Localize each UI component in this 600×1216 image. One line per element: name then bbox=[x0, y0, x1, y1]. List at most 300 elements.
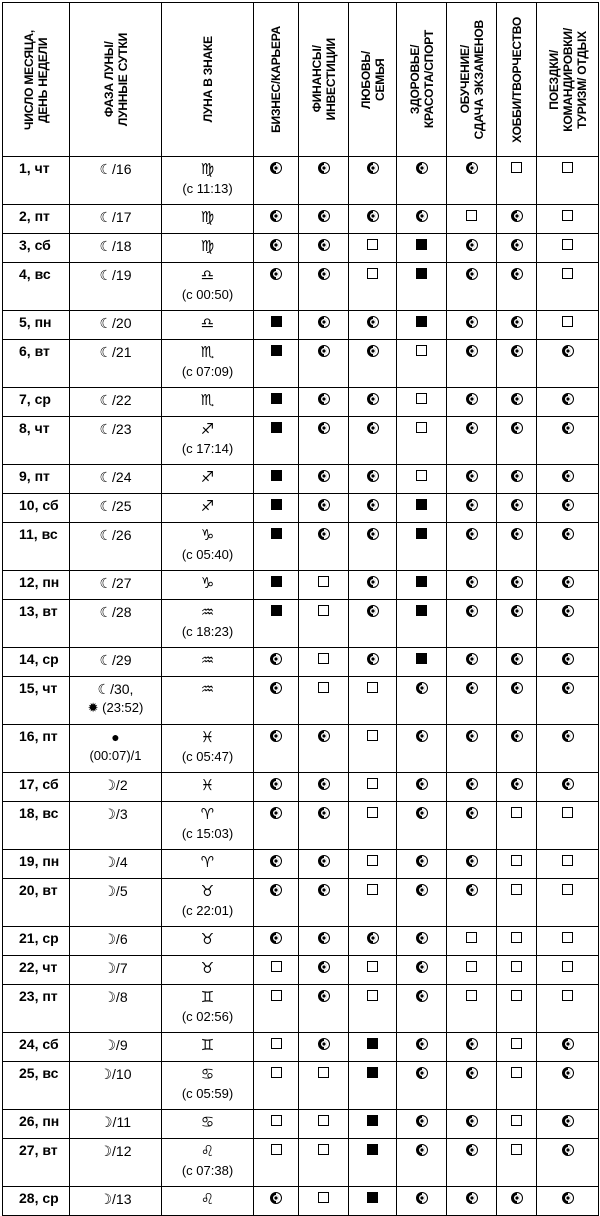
yin-yang-icon bbox=[466, 884, 478, 896]
column-header-label: БИЗНЕС/КАРЬЕРА bbox=[269, 26, 283, 133]
table-row bbox=[3, 725, 599, 773]
yin-yang-icon bbox=[270, 855, 282, 867]
yin-yang-icon bbox=[318, 528, 330, 540]
empty-square-icon bbox=[318, 1115, 329, 1126]
empty-square-icon bbox=[511, 932, 522, 943]
day-cell: 22, чт bbox=[3, 956, 70, 985]
zodiac-sign-icon: ♌ bbox=[200, 1191, 215, 1208]
moon-phase-cell bbox=[70, 1187, 162, 1216]
moon-phase-cell bbox=[70, 648, 162, 677]
table-row bbox=[3, 1110, 599, 1139]
rating-cell bbox=[254, 956, 299, 985]
yin-yang-icon bbox=[562, 778, 574, 790]
day-cell: 7, ср bbox=[3, 388, 70, 417]
empty-square-icon bbox=[416, 470, 427, 481]
rating-cell bbox=[497, 773, 537, 802]
yin-yang-icon bbox=[318, 1038, 330, 1050]
yin-yang-icon bbox=[511, 1192, 523, 1204]
yin-yang-icon bbox=[511, 605, 523, 617]
moon-phase-cell bbox=[70, 234, 162, 263]
zodiac-sign-icon: ♒ bbox=[200, 681, 215, 698]
moon-phase-cell bbox=[70, 494, 162, 523]
moon-phase-cell bbox=[70, 417, 162, 465]
zodiac-sign-cell bbox=[162, 927, 254, 956]
zodiac-sign-icon: ♓ bbox=[200, 777, 215, 794]
moon-phase-cell bbox=[70, 600, 162, 648]
moon-phase-cell bbox=[70, 956, 162, 985]
zodiac-sign-since: (с 11:13) bbox=[182, 181, 233, 196]
moon-phase-cell bbox=[70, 465, 162, 494]
yin-yang-icon bbox=[562, 1192, 574, 1204]
empty-square-icon bbox=[367, 682, 378, 693]
yin-yang-icon bbox=[466, 422, 478, 434]
rating-cell bbox=[447, 234, 497, 263]
filled-square-icon bbox=[416, 268, 427, 279]
table-row bbox=[3, 263, 599, 311]
rating-cell bbox=[299, 494, 349, 523]
rating-cell bbox=[537, 465, 599, 494]
zodiac-sign-cell bbox=[162, 1139, 254, 1187]
moon-phase-icon: ☽/10 bbox=[99, 1066, 132, 1082]
rating-cell bbox=[349, 263, 397, 311]
yin-yang-icon bbox=[318, 422, 330, 434]
rating-cell bbox=[447, 417, 497, 465]
moon-phase-icon: ☾/30, bbox=[97, 681, 134, 697]
zodiac-sign-since: (с 07:09) bbox=[181, 364, 234, 379]
rating-cell bbox=[299, 1187, 349, 1216]
moon-phase-time: ✹ (23:52) bbox=[87, 700, 144, 715]
day-cell: 14, ср bbox=[3, 648, 70, 677]
day-cell: 21, ср bbox=[3, 927, 70, 956]
rating-cell bbox=[349, 417, 397, 465]
yin-yang-icon bbox=[416, 730, 428, 742]
yin-yang-icon bbox=[466, 855, 478, 867]
moon-phase-icon: ☾/16 bbox=[99, 161, 132, 177]
yin-yang-icon bbox=[416, 855, 428, 867]
filled-square-icon bbox=[271, 528, 282, 539]
rating-cell bbox=[397, 263, 447, 311]
moon-phase-cell bbox=[70, 388, 162, 417]
rating-cell bbox=[299, 157, 349, 205]
zodiac-sign-icon: ♑ bbox=[200, 527, 215, 544]
rating-cell bbox=[447, 205, 497, 234]
yin-yang-icon bbox=[318, 239, 330, 251]
rating-cell bbox=[254, 263, 299, 311]
rating-cell bbox=[254, 927, 299, 956]
zodiac-sign-cell bbox=[162, 1187, 254, 1216]
zodiac-sign-cell bbox=[162, 648, 254, 677]
yin-yang-icon bbox=[416, 1192, 428, 1204]
empty-square-icon bbox=[562, 990, 573, 1001]
zodiac-sign-cell bbox=[162, 571, 254, 600]
rating-cell bbox=[397, 600, 447, 648]
rating-cell bbox=[447, 956, 497, 985]
yin-yang-icon bbox=[466, 730, 478, 742]
day-cell: 11, вс bbox=[3, 523, 70, 571]
table-row bbox=[3, 879, 599, 927]
rating-cell bbox=[397, 677, 447, 725]
rating-cell bbox=[254, 1033, 299, 1062]
rating-cell bbox=[397, 879, 447, 927]
day-cell: 24, сб bbox=[3, 1033, 70, 1062]
rating-cell bbox=[349, 648, 397, 677]
yin-yang-icon bbox=[318, 778, 330, 790]
rating-cell bbox=[254, 234, 299, 263]
empty-square-icon bbox=[511, 855, 522, 866]
header-row bbox=[3, 3, 599, 157]
moon-phase-icon: ☾/29 bbox=[99, 652, 132, 668]
rating-cell bbox=[254, 850, 299, 879]
zodiac-sign-icon: ♑ bbox=[200, 575, 215, 592]
zodiac-sign-cell bbox=[162, 417, 254, 465]
yin-yang-icon bbox=[318, 961, 330, 973]
yin-yang-icon bbox=[511, 316, 523, 328]
rating-cell bbox=[397, 648, 447, 677]
yin-yang-icon bbox=[367, 932, 379, 944]
empty-square-icon bbox=[511, 1115, 522, 1126]
zodiac-sign-cell bbox=[162, 879, 254, 927]
column-header-label: ФИНАНСЫ/ ИНВЕСТИЦИИ bbox=[309, 38, 338, 121]
yin-yang-icon bbox=[562, 1067, 574, 1079]
yin-yang-icon bbox=[511, 682, 523, 694]
table-row bbox=[3, 205, 599, 234]
rating-cell bbox=[497, 157, 537, 205]
empty-square-icon bbox=[466, 210, 477, 221]
zodiac-sign-icon: ♐ bbox=[200, 498, 215, 515]
empty-square-icon bbox=[562, 932, 573, 943]
rating-cell bbox=[537, 311, 599, 340]
empty-square-icon bbox=[511, 1038, 522, 1049]
rating-cell bbox=[537, 985, 599, 1033]
rating-cell bbox=[254, 879, 299, 927]
yin-yang-icon bbox=[367, 605, 379, 617]
rating-cell bbox=[349, 725, 397, 773]
empty-square-icon bbox=[367, 268, 378, 279]
rating-cell bbox=[447, 523, 497, 571]
zodiac-sign-icon: ♉ bbox=[200, 960, 215, 977]
rating-cell bbox=[299, 1110, 349, 1139]
rating-cell bbox=[299, 417, 349, 465]
yin-yang-icon bbox=[416, 990, 428, 1002]
rating-cell bbox=[447, 725, 497, 773]
yin-yang-icon bbox=[562, 345, 574, 357]
rating-cell bbox=[397, 956, 447, 985]
moon-phase-icon: ☽/11 bbox=[100, 1114, 131, 1130]
rating-cell bbox=[537, 600, 599, 648]
day-cell: 13, вт bbox=[3, 600, 70, 648]
yin-yang-icon bbox=[318, 499, 330, 511]
rating-cell bbox=[349, 1062, 397, 1110]
yin-yang-icon bbox=[367, 499, 379, 511]
yin-yang-icon bbox=[466, 653, 478, 665]
filled-square-icon bbox=[367, 1038, 378, 1049]
rating-cell bbox=[397, 773, 447, 802]
rating-cell bbox=[537, 388, 599, 417]
moon-phase-icon: ● bbox=[111, 729, 120, 745]
filled-square-icon bbox=[271, 316, 282, 327]
yin-yang-icon bbox=[318, 730, 330, 742]
yin-yang-icon bbox=[511, 653, 523, 665]
yin-yang-icon bbox=[318, 210, 330, 222]
moon-phase-icon: ☾/27 bbox=[99, 575, 132, 591]
moon-phase-icon: ☽/2 bbox=[103, 777, 128, 793]
yin-yang-icon bbox=[318, 807, 330, 819]
empty-square-icon bbox=[466, 990, 477, 1001]
rating-cell bbox=[299, 725, 349, 773]
rating-cell bbox=[254, 725, 299, 773]
yin-yang-icon bbox=[270, 932, 282, 944]
yin-yang-icon bbox=[416, 682, 428, 694]
rating-cell bbox=[349, 523, 397, 571]
yin-yang-icon bbox=[367, 470, 379, 482]
moon-phase-cell bbox=[70, 1033, 162, 1062]
yin-yang-icon bbox=[367, 162, 379, 174]
empty-square-icon bbox=[271, 1144, 282, 1155]
yin-yang-icon bbox=[416, 162, 428, 174]
rating-cell bbox=[397, 985, 447, 1033]
zodiac-sign-icon: ♏ bbox=[200, 344, 215, 361]
column-header-label: ХОББИ/ТВОРЧЕСТВО bbox=[509, 16, 524, 143]
rating-cell bbox=[447, 850, 497, 879]
rating-cell bbox=[497, 725, 537, 773]
day-cell: 8, чт bbox=[3, 417, 70, 465]
rating-cell bbox=[397, 927, 447, 956]
zodiac-sign-cell bbox=[162, 234, 254, 263]
rating-cell bbox=[349, 311, 397, 340]
rating-cell bbox=[447, 927, 497, 956]
rating-cell bbox=[299, 802, 349, 850]
rating-cell bbox=[254, 1187, 299, 1216]
rating-cell bbox=[537, 927, 599, 956]
yin-yang-icon bbox=[367, 393, 379, 405]
rating-cell bbox=[497, 648, 537, 677]
column-header bbox=[299, 3, 349, 157]
column-header-label: ФАЗА ЛУНЫ/ ЛУННЫЕ СУТКИ bbox=[101, 32, 130, 127]
filled-square-icon bbox=[271, 470, 282, 481]
yin-yang-icon bbox=[562, 1038, 574, 1050]
zodiac-sign-icon: ♍ bbox=[200, 161, 215, 178]
rating-cell bbox=[299, 388, 349, 417]
rating-cell bbox=[254, 388, 299, 417]
moon-phase-icon: ☾/23 bbox=[99, 421, 132, 437]
yin-yang-icon bbox=[562, 499, 574, 511]
yin-yang-icon bbox=[318, 162, 330, 174]
zodiac-sign-icon: ♊ bbox=[200, 989, 215, 1006]
lunar-calendar-table bbox=[2, 2, 599, 1216]
moon-phase-icon: ☾/17 bbox=[99, 209, 132, 225]
rating-cell bbox=[447, 879, 497, 927]
rating-cell bbox=[497, 677, 537, 725]
zodiac-sign-icon: ♉ bbox=[200, 883, 215, 900]
table-row bbox=[3, 571, 599, 600]
zodiac-sign-cell bbox=[162, 985, 254, 1033]
yin-yang-icon bbox=[416, 1144, 428, 1156]
rating-cell bbox=[497, 850, 537, 879]
yin-yang-icon bbox=[270, 884, 282, 896]
rating-cell bbox=[299, 340, 349, 388]
yin-yang-icon bbox=[562, 730, 574, 742]
table-row bbox=[3, 311, 599, 340]
column-header bbox=[497, 3, 537, 157]
rating-cell bbox=[397, 311, 447, 340]
rating-cell bbox=[349, 677, 397, 725]
moon-phase-cell bbox=[70, 773, 162, 802]
rating-cell bbox=[299, 648, 349, 677]
rating-cell bbox=[349, 802, 397, 850]
empty-square-icon bbox=[367, 730, 378, 741]
empty-square-icon bbox=[271, 961, 282, 972]
column-header bbox=[3, 3, 70, 157]
yin-yang-icon bbox=[416, 807, 428, 819]
zodiac-sign-icon: ♈ bbox=[200, 806, 215, 823]
moon-phase-cell bbox=[70, 677, 162, 725]
yin-yang-icon bbox=[416, 1038, 428, 1050]
yin-yang-icon bbox=[466, 605, 478, 617]
yin-yang-icon bbox=[562, 422, 574, 434]
table-row bbox=[3, 802, 599, 850]
rating-cell bbox=[447, 157, 497, 205]
day-cell: 16, пт bbox=[3, 725, 70, 773]
yin-yang-icon bbox=[318, 393, 330, 405]
empty-square-icon bbox=[416, 422, 427, 433]
yin-yang-icon bbox=[466, 345, 478, 357]
moon-phase-icon: ☾/18 bbox=[99, 238, 132, 254]
day-cell: 12, пн bbox=[3, 571, 70, 600]
moon-phase-cell bbox=[70, 263, 162, 311]
zodiac-sign-since: (с 00:50) bbox=[181, 287, 234, 302]
empty-square-icon bbox=[511, 1067, 522, 1078]
moon-phase-icon: ☾/19 bbox=[99, 267, 132, 283]
rating-cell bbox=[349, 465, 397, 494]
rating-cell bbox=[349, 494, 397, 523]
rating-cell bbox=[254, 1110, 299, 1139]
table-row bbox=[3, 234, 599, 263]
yin-yang-icon bbox=[466, 1192, 478, 1204]
empty-square-icon bbox=[318, 1192, 329, 1203]
zodiac-sign-icon: ♋ bbox=[200, 1114, 215, 1131]
rating-cell bbox=[254, 157, 299, 205]
rating-cell bbox=[397, 850, 447, 879]
empty-square-icon bbox=[271, 990, 282, 1001]
rating-cell bbox=[497, 879, 537, 927]
empty-square-icon bbox=[318, 605, 329, 616]
zodiac-sign-cell bbox=[162, 850, 254, 879]
yin-yang-icon bbox=[416, 961, 428, 973]
empty-square-icon bbox=[511, 990, 522, 1001]
day-cell: 4, вс bbox=[3, 263, 70, 311]
filled-square-icon bbox=[367, 1115, 378, 1126]
rating-cell bbox=[497, 263, 537, 311]
rating-cell bbox=[447, 1139, 497, 1187]
rating-cell bbox=[537, 802, 599, 850]
moon-phase-time: (00:07)/1 bbox=[89, 748, 142, 763]
rating-cell bbox=[497, 311, 537, 340]
rating-cell bbox=[497, 388, 537, 417]
day-cell: 10, сб bbox=[3, 494, 70, 523]
yin-yang-icon bbox=[511, 470, 523, 482]
rating-cell bbox=[254, 340, 299, 388]
zodiac-sign-since: (с 17:14) bbox=[181, 441, 234, 456]
column-header-label: ЛЮБОВЬ/ СЕМЬЯ bbox=[358, 50, 387, 109]
rating-cell bbox=[447, 465, 497, 494]
empty-square-icon bbox=[318, 1067, 329, 1078]
rating-cell bbox=[397, 725, 447, 773]
table-row bbox=[3, 340, 599, 388]
rating-cell bbox=[537, 494, 599, 523]
zodiac-sign-cell bbox=[162, 340, 254, 388]
empty-square-icon bbox=[318, 682, 329, 693]
empty-square-icon bbox=[511, 1144, 522, 1155]
yin-yang-icon bbox=[367, 528, 379, 540]
rating-cell bbox=[447, 340, 497, 388]
rating-cell bbox=[349, 340, 397, 388]
filled-square-icon bbox=[271, 345, 282, 356]
filled-square-icon bbox=[367, 1144, 378, 1155]
yin-yang-icon bbox=[318, 884, 330, 896]
rating-cell bbox=[497, 1187, 537, 1216]
rating-cell bbox=[537, 725, 599, 773]
zodiac-sign-icon: ♍ bbox=[200, 238, 215, 255]
column-header bbox=[254, 3, 299, 157]
yin-yang-icon bbox=[270, 807, 282, 819]
day-cell: 9, пт bbox=[3, 465, 70, 494]
moon-phase-cell bbox=[70, 985, 162, 1033]
yin-yang-icon bbox=[270, 682, 282, 694]
yin-yang-icon bbox=[562, 1144, 574, 1156]
yin-yang-icon bbox=[416, 210, 428, 222]
yin-yang-icon bbox=[466, 528, 478, 540]
moon-phase-cell bbox=[70, 311, 162, 340]
rating-cell bbox=[537, 850, 599, 879]
yin-yang-icon bbox=[511, 778, 523, 790]
day-cell: 18, вс bbox=[3, 802, 70, 850]
rating-cell bbox=[537, 417, 599, 465]
rating-cell bbox=[397, 1062, 447, 1110]
rating-cell bbox=[397, 802, 447, 850]
zodiac-sign-cell bbox=[162, 956, 254, 985]
rating-cell bbox=[349, 600, 397, 648]
yin-yang-icon bbox=[466, 268, 478, 280]
yin-yang-icon bbox=[367, 316, 379, 328]
yin-yang-icon bbox=[367, 210, 379, 222]
rating-cell bbox=[447, 1187, 497, 1216]
yin-yang-icon bbox=[270, 1192, 282, 1204]
yin-yang-icon bbox=[511, 730, 523, 742]
moon-phase-icon: ☾/21 bbox=[99, 344, 132, 360]
rating-cell bbox=[537, 340, 599, 388]
moon-phase-cell bbox=[70, 205, 162, 234]
yin-yang-icon bbox=[511, 345, 523, 357]
yin-yang-icon bbox=[416, 932, 428, 944]
rating-cell bbox=[537, 677, 599, 725]
empty-square-icon bbox=[562, 855, 573, 866]
column-header bbox=[162, 3, 254, 157]
yin-yang-icon bbox=[511, 210, 523, 222]
zodiac-sign-cell bbox=[162, 494, 254, 523]
yin-yang-icon bbox=[511, 576, 523, 588]
zodiac-sign-cell bbox=[162, 157, 254, 205]
moon-phase-cell bbox=[70, 523, 162, 571]
empty-square-icon bbox=[562, 316, 573, 327]
rating-cell bbox=[254, 311, 299, 340]
moon-phase-icon: ☽/3 bbox=[103, 806, 128, 822]
rating-cell bbox=[537, 1139, 599, 1187]
filled-square-icon bbox=[416, 605, 427, 616]
rating-cell bbox=[397, 1187, 447, 1216]
day-cell: 27, вт bbox=[3, 1139, 70, 1187]
rating-cell bbox=[497, 802, 537, 850]
rating-cell bbox=[299, 850, 349, 879]
